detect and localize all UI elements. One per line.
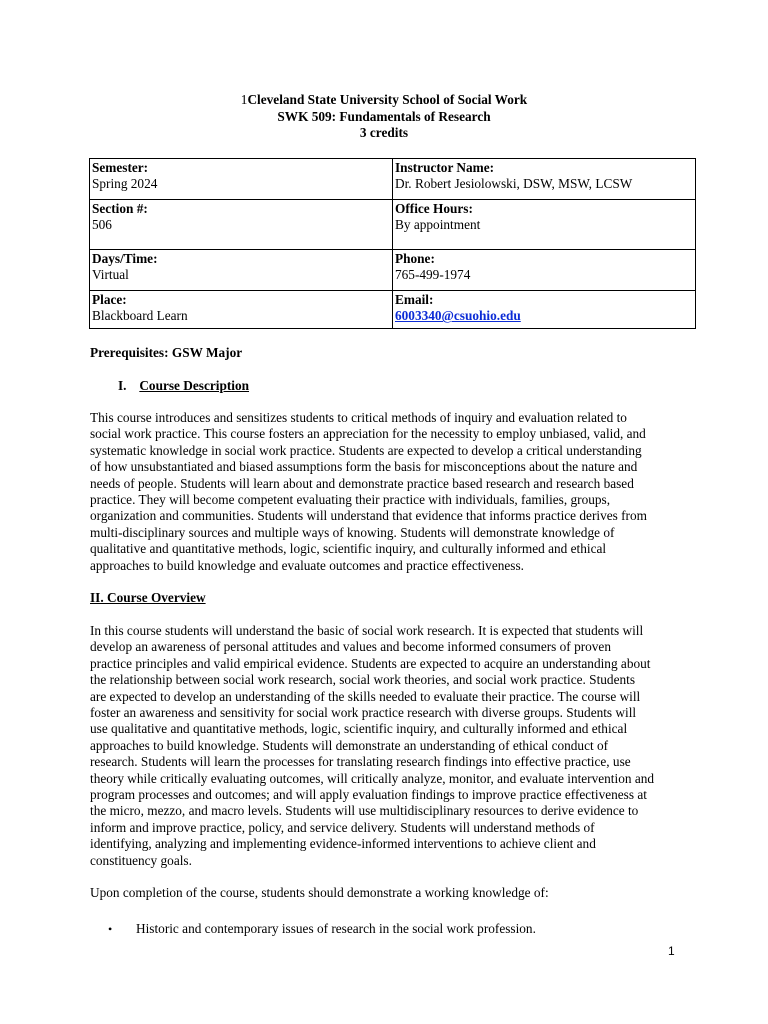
bullet-icon: • [108,922,113,936]
office-hours-cell [393,200,696,250]
section-1-title: Course Description [139,378,250,393]
phone-label: Phone: [395,251,435,266]
paragraph-line: program processes and outcomes; and will apply evaluation findings to improve practice effectiveness at [90,787,647,803]
paragraph-line: use qualitative and quantitative methods, logic, scientific inquiry, and culturally informed and ethical [90,721,628,737]
section-value: 506 [92,217,112,233]
bullet-text: Historic and contemporary issues of research in the social work profession. [136,921,536,936]
semester-cell [90,159,393,200]
semester-value: Spring 2024 [92,176,158,192]
course-overview-paragraph [90,623,690,869]
paragraph-line: approaches to build knowledge. Students will demonstrate an understanding of ethical conduct of [90,737,609,753]
bullet-list-item [108,921,668,937]
paragraph-line: constituency goals. [90,852,192,868]
paragraph-line: approaches to build knowledge and evaluate outcomes and practice effectiveness. [90,557,524,573]
completion-statement: Upon completion of the course, students should demonstrate a working knowledge of: [90,885,549,900]
paragraph-line: inform and improve practice, policy, and service delivery. Students will understand methods of [90,819,595,835]
course-title: SWK 509: Fundamentals of Research [277,108,491,124]
instructor-value: Dr. Robert Jesiolowski, DSW, MSW, LCSW [395,176,633,192]
paragraph-line: qualitative and quantitative methods, logic, scientific inquiry, and culturally informed and ethical [90,541,607,557]
paragraph-line: multi-disciplinary sources and multiple ways of knowing. Students will demonstrate knowledge of [90,524,615,540]
paragraph-line: the micro, mezzo, and macro levels. Students will use multidisciplinary resources to derive evidence to [90,803,639,819]
paragraph-line: systematic knowledge in social work practice. Students are expected to develop a critical understanding [90,442,642,458]
paragraph-line: are expected to develop an understanding of the skills needed to evaluate their practice. The course will [90,688,641,704]
semester-label: Semester: [92,160,149,175]
days-time-value: Virtual [92,267,129,283]
phone-cell [393,250,696,291]
days-time-cell [90,250,393,291]
place-label: Place: [92,292,127,307]
course-credits: 3 credits [359,125,409,141]
paragraph-line: In this course students will understand the basic of social work research. It is expected that students will [90,623,644,638]
days-time-label: Days/Time: [92,251,158,266]
section-cell [90,200,393,250]
paragraph-line: identifying, analyzing and implementing evidence-informed interventions to achieve client and [90,836,596,852]
office-hours-label: Office Hours: [395,201,473,216]
phone-value: 765-499-1974 [395,267,471,283]
paragraph-line: practice principles and valid empirical evidence. Students are expected to acquire an understanding about [90,655,651,671]
email-cell [393,291,696,329]
prerequisites: Prerequisites: GSW Major [90,345,243,360]
paragraph-line: needs of people. Students will learn about and demonstrate practice based research and research based [90,475,634,491]
page-number: 1 [668,944,675,958]
instructor-cell [393,159,696,200]
paragraph-line: This course introduces and sensitizes students to critical methods of inquiry and evaluation related to [90,410,627,425]
place-value: Blackboard Learn [92,308,188,324]
instructor-label: Instructor Name: [395,160,495,175]
course-info-table [89,158,696,329]
paragraph-line: organization and communities. Students will understand that evidence that informs practice derives from [90,508,647,524]
university-title: Cleveland State University School of Social Work [247,92,528,107]
document-header [0,92,768,142]
paragraph-line: develop an awareness of personal attitudes and values and become informed consumers of proven [90,639,611,655]
course-description-paragraph [90,410,690,574]
section-2-heading: II. Course Overview [90,590,206,605]
email-link[interactable]: 6003340@csuohio.edu [395,308,521,324]
footnote-mark: 1 [240,92,248,107]
paragraph-line: foster an awareness and sensitivity for social work practice research with diverse groups. Students will [90,705,637,721]
place-cell [90,291,393,329]
paragraph-line: of how unsubstantiated and biased assumptions form the basis for misconceptions about the nature and [90,459,638,475]
paragraph-line: theory while critically evaluating outcomes, will critically analyze, monitor, and evaluate intervention and [90,770,655,786]
office-hours-value: By appointment [395,217,481,233]
section-1-number: I. [118,378,127,393]
paragraph-line: practice. They will become competent evaluating their practice with individuals, families, groups, [90,492,611,508]
email-label: Email: [395,292,434,307]
section-1-heading [118,378,249,394]
paragraph-line: the relationship between social work research, social work theories, and social work practice. Students [90,672,635,688]
paragraph-line: research. Students will learn the processes for translating research findings into effective practice, use [90,754,631,770]
paragraph-line: social work practice. This course fosters an appreciation for the necessity to employ unbiased, valid, and [90,426,646,442]
section-label: Section #: [92,201,148,216]
